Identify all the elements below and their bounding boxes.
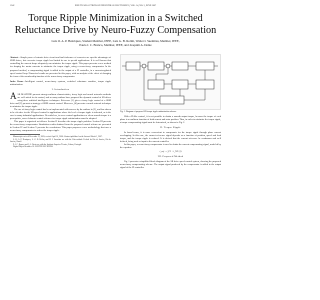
diagram-block — [172, 80, 188, 89]
index-terms — [10, 80, 111, 86]
body-paragraph: The use of fuzzy logic control has been implemented with success by the authors in [3], and has shown to be effective for the SR speed control in applications where the level of torque ripple is tolerated, as is the case in many industrial applications. Nevertheless, in servo control applications or when smooth torque is a prerequisite, more elaborate control schemes for torque ripple minimization must be adopted. — [10, 107, 111, 121]
footnote: Manuscript received December 13, 2005; revised April 10, 2006. Abstract published on the Internet March 1, 2007. — [13, 136, 103, 139]
summing-junction — [142, 64, 146, 68]
diagram-block — [172, 62, 188, 70]
author-line: Luis O. A. P. Henriques, Student Member, IEEE, Luís G. B. Rolim, Walter I. Suemitsu, Member, IEEE, — [51, 39, 180, 43]
block-diagram-figure — [120, 54, 221, 110]
footnote: L. O. A. P. Henriques, L. G. B. Rolim, and W. I. Suemitsu are with the Universidade Federal do Rio de Janeiro, Rio de Janeiro, Brazil. — [10, 138, 111, 144]
body-paragraph: With a PI-like control, it is not possible to obtain a smooth output torque, because the torque of each phase is a nonlinear function of both current and rotor position. Thus, in order to minimize the torque ripple, a torque compensating signal must be determined, as shown in Fig. 2. — [120, 115, 221, 125]
drop-cap: A — [10, 91, 17, 102]
section-heading: I. Introduction — [51, 88, 70, 92]
right-column — [120, 54, 221, 169]
footnote: Digital Object Identifier 10.1109/TIE.2007.892994 — [13, 146, 53, 149]
abstract — [10, 56, 111, 77]
page-number: 1342 — [10, 5, 15, 7]
index-terms-label: Index Terms — [10, 80, 23, 84]
body-paragraph: This paper is organized as follows: Section II describes the torque ripple problem. Section III presents the neuro-fuzzy compensator. Simulation results obtained from the proposed control scheme are presented in Section IV and Section V presents the conclusions. This paper proposes a new methodology that uses a neuro-fuzzy compensator to reduce the torque ripple. — [10, 120, 111, 133]
equation: i_ref = i_PI + i_NF (1) — [159, 150, 182, 154]
footnote: P. J. C. Branco and J. A. Dente are with the Instituto Superior Técnico, Lisbon, Portugal. — [13, 143, 82, 146]
abstract-text: —Simple power electronic drive circuit and fault tolerance of converter are specific advantages of SRM drives, but excessive torque ripple has limited its use to special applications. It is well known that controlling the current shape adequately can minimize the torque ripple. This paper presents a new method for shaping the motor currents to minimize the torque ripple, using a neuro-fuzzy compensator. In the proposed method, a compensating signal is added to the output of a PI controller, in a current-regulated speed control loop. Numerical results are presented in this paper, with an analysis of the effect of changing the form of the membership function of the neuro-fuzzy compensator. — [10, 56, 111, 78]
paper-title: Torque Ripple Minimization in a Switched Reluctance Drive by Neuro-Fuzzy Compensation — [14, 13, 217, 36]
summing-junction — [166, 64, 170, 68]
abstract-label: Abstract — [10, 56, 19, 60]
diagram-block — [160, 96, 184, 104]
body-paragraph: In broad terms, it is more convenient to compensate for the torque ripple through phase current overlapping. In this case, the current reference signal depends on a function of position, speed and load torque, and the torque ripple is reduced. It is desired that the current reference be continuous and well defined, being used as input to the current controller. — [120, 130, 221, 144]
section-heading: II. Torque Ripple — [160, 126, 181, 130]
journal-name: IEEE TRANSACTIONS ON INDUSTRIAL ELECTRONICS, VOL. 54, NO. 3, JUNE 2007 — [74, 5, 157, 7]
diagram-block — [148, 62, 164, 70]
author-list — [14, 39, 217, 47]
index-terms-text: —Intelligent control, neuro-fuzzy systems, switched reluctance machine, torque ripple minimization. — [10, 80, 111, 87]
intro-paragraph-text: SR MACHINE presents strong nonlinear characteristics, fuzzy logic and neural networks methods are well suited for its control, and so many authors have proposed the dynamic control of SR drives using these artificial intelligence techniques. Reference [1] gives a fuzzy logic control of a SRM drive and [2] presents a strategy of SRM current control. Moreover, [4] presents a neural network technique to minimize the torque ripple. — [10, 92, 111, 108]
diagram-block — [148, 80, 164, 89]
figure-caption: Fig. 1. Diagram of proposed SR torque ripple minimization scheme. — [120, 111, 177, 113]
diagram-block — [196, 80, 214, 89]
diagram-block — [126, 62, 140, 70]
diagram-block — [196, 62, 214, 70]
intro-paragraph — [10, 93, 111, 108]
block-diagram — [120, 54, 221, 110]
author-line: Paulo J. C. Branco, Member, IEEE, and Joaquim A. Dente — [79, 43, 152, 48]
body-paragraph: In this paper, a neuro-fuzzy compensator is used to obtain the current compensating signal, modeled by the equation — [120, 143, 221, 150]
body-paragraph: Fig. 1 presents a simplified block diagram of the SR drive speed control system, showing the proposed neuro-fuzzy compensating scheme. The output signal produced by the compensator is added to the output signal of the PI controller. — [120, 159, 221, 169]
section-heading: III. Proposed Method — [157, 155, 184, 159]
left-column — [10, 54, 111, 149]
